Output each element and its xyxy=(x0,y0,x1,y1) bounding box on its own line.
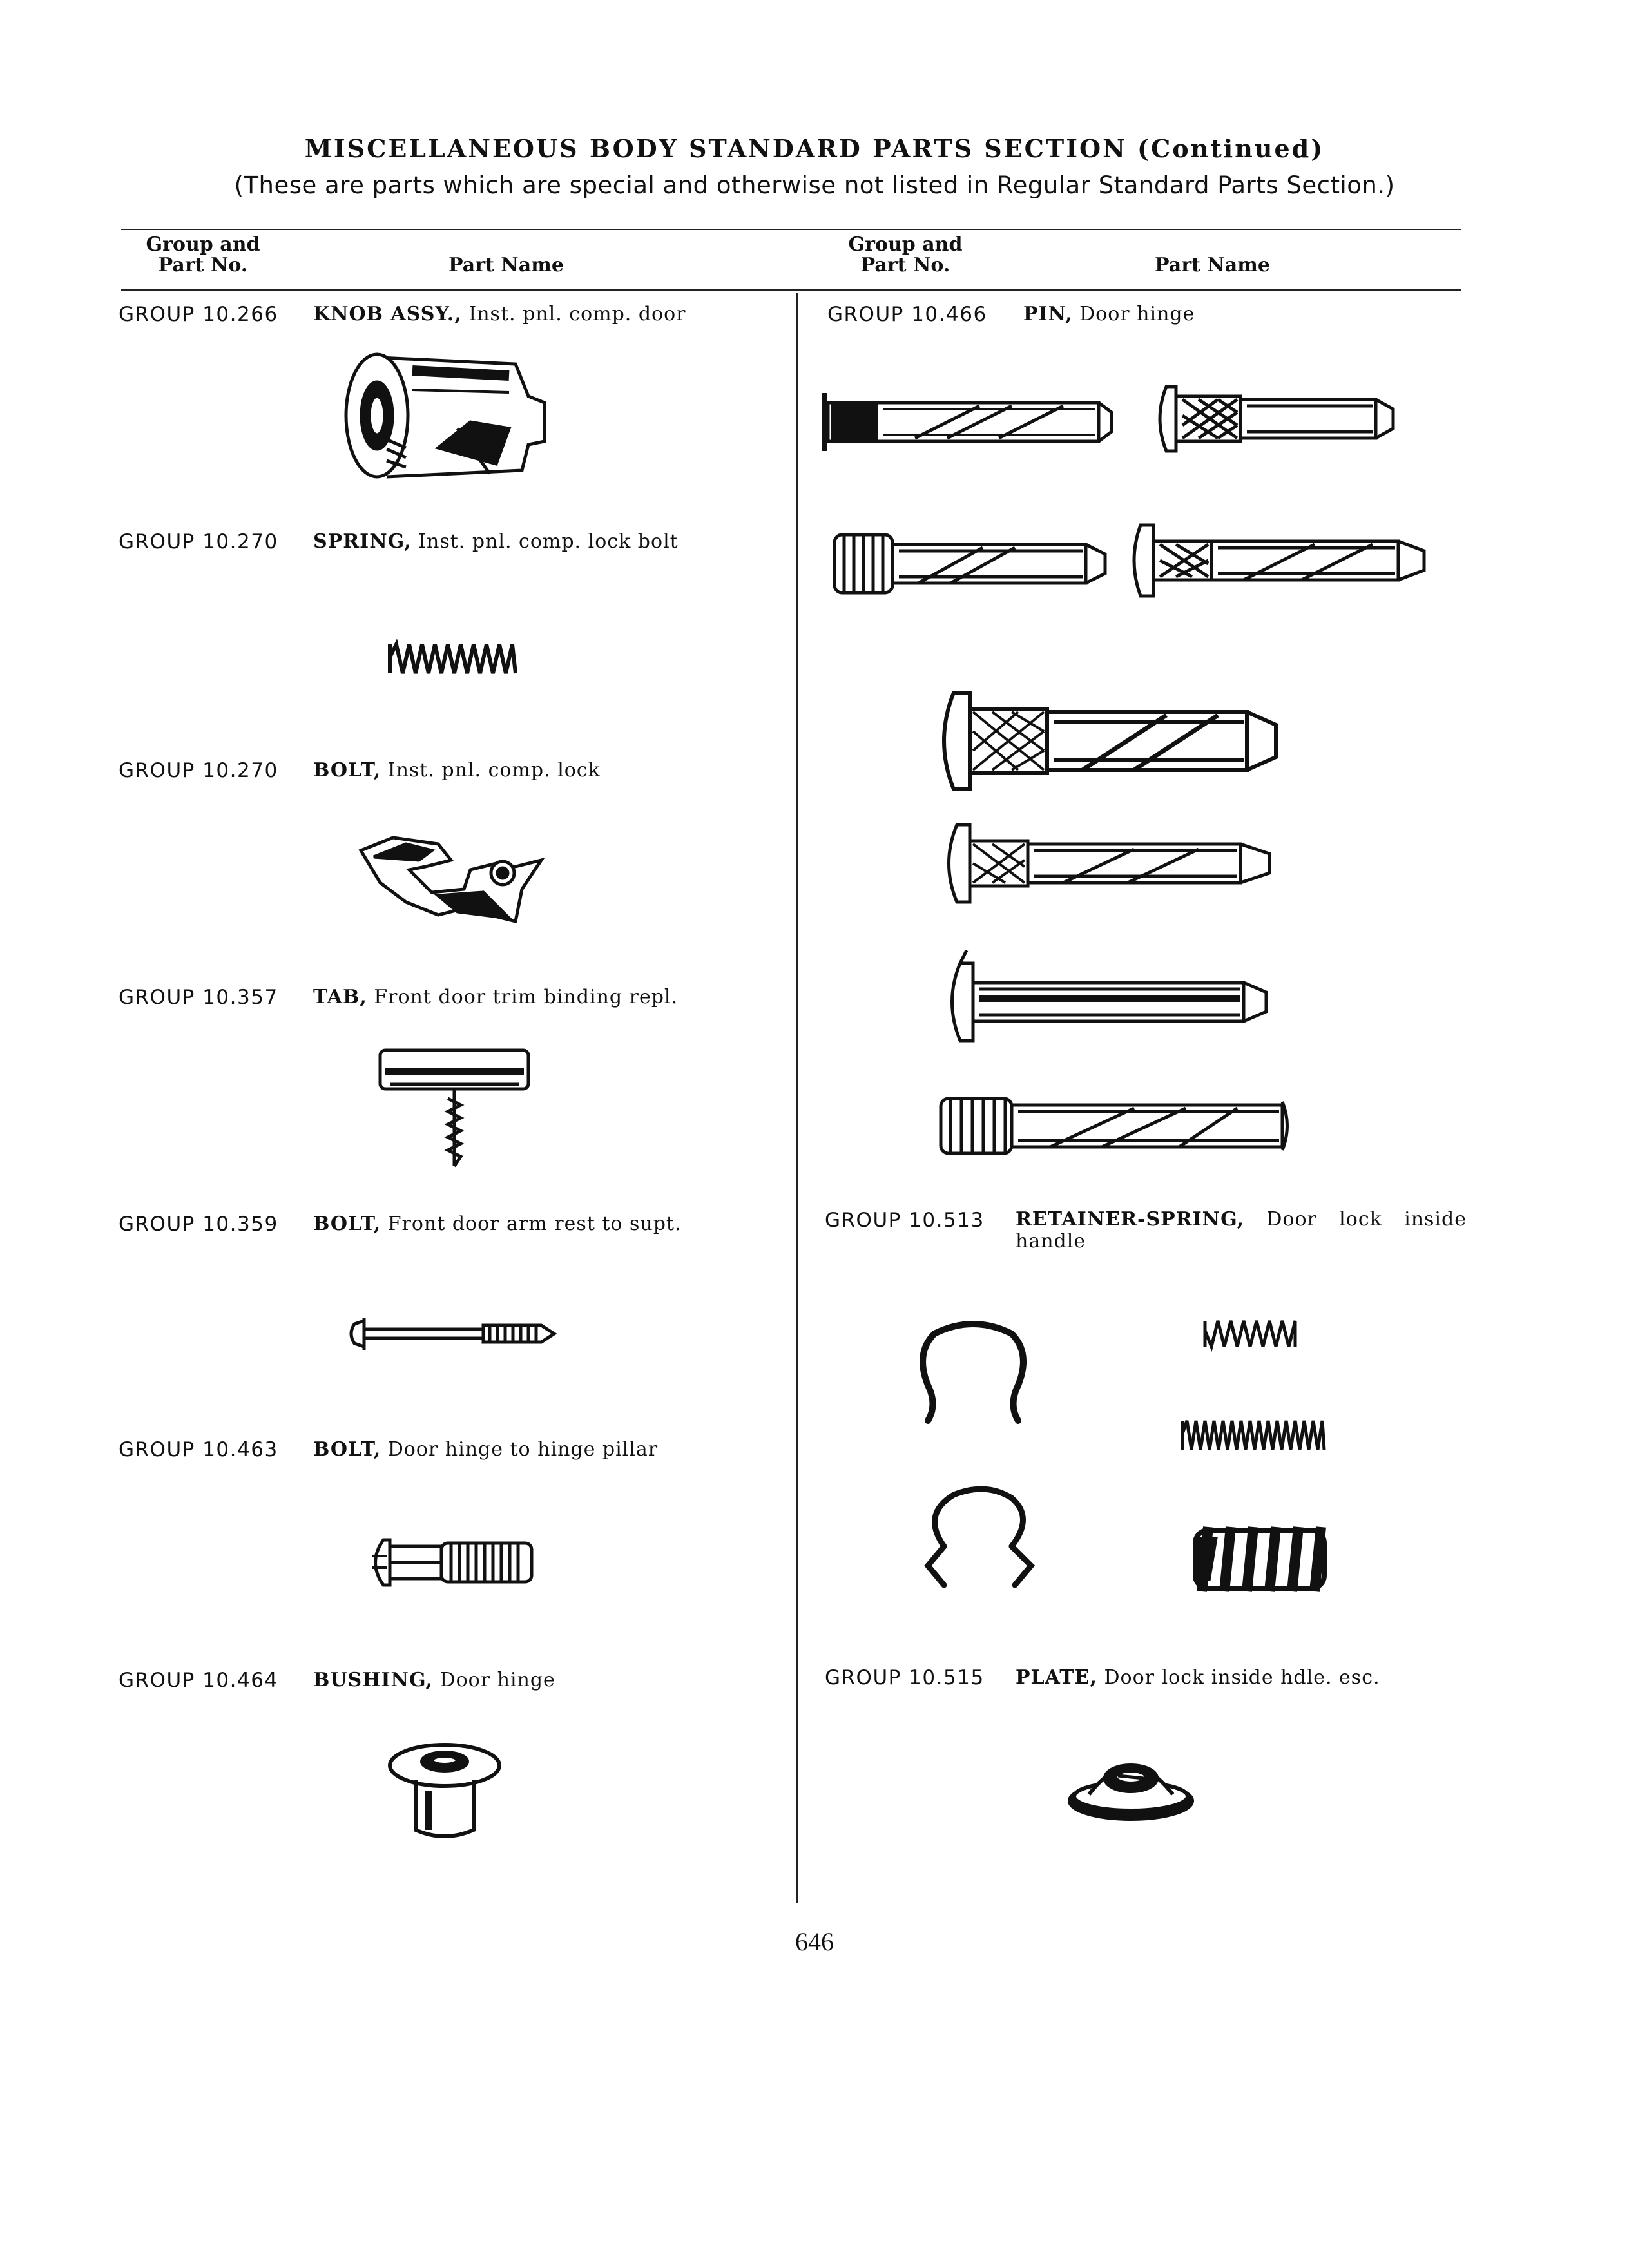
right-part-name-header: Part Name xyxy=(1155,254,1270,276)
group-number: GROUP 10.463 xyxy=(119,1438,278,1461)
page-number: 646 xyxy=(795,1927,834,1956)
hinge-pin-icon xyxy=(944,947,1273,1050)
retainer-spring-icon xyxy=(909,1314,1037,1424)
group-number: GROUP 10.357 xyxy=(119,986,278,1009)
coil-spring-icon xyxy=(1202,1318,1298,1350)
bushing-icon xyxy=(383,1740,506,1843)
lock-bolt-icon xyxy=(354,831,548,928)
hinge-pin-icon xyxy=(934,1092,1295,1163)
left-group-header: Group and Part No. xyxy=(146,233,260,276)
hinge-pin-icon xyxy=(934,686,1282,796)
part-name: BOLT, Door hinge to hinge pillar xyxy=(313,1438,659,1461)
group-number: GROUP 10.266 xyxy=(119,303,278,326)
knob-assembly-icon xyxy=(342,351,554,493)
group-number: GROUP 10.515 xyxy=(825,1666,985,1689)
part-name: RETAINER-SPRING, Door lock inside handle xyxy=(1016,1208,1467,1253)
header-top-rule xyxy=(121,229,1461,230)
retainer-spring-icon xyxy=(915,1482,1044,1591)
hinge-pin-icon xyxy=(1128,515,1431,606)
group-number: GROUP 10.270 xyxy=(119,530,278,553)
hinge-pin-icon xyxy=(818,387,1115,457)
left-part-name-header: Part Name xyxy=(448,254,564,276)
page-title: MISCELLANEOUS BODY STANDARD PARTS SECTION (Continued) xyxy=(304,134,1325,163)
coil-spring-icon xyxy=(387,638,522,677)
hinge-pin-icon xyxy=(941,818,1276,908)
header-bottom-rule xyxy=(121,289,1461,291)
part-name: SPRING, Inst. pnl. comp. lock bolt xyxy=(313,530,679,553)
group-number: GROUP 10.270 xyxy=(119,759,278,782)
column-divider xyxy=(796,293,798,1903)
part-name: PIN, Door hinge xyxy=(1023,303,1195,325)
part-name: TAB, Front door trim binding repl. xyxy=(313,986,679,1008)
coil-spring-icon xyxy=(1189,1521,1331,1598)
right-group-header: Group and Part No. xyxy=(848,233,963,276)
group-number: GROUP 10.466 xyxy=(827,303,987,326)
part-name: PLATE, Door lock inside hdle. esc. xyxy=(1016,1666,1380,1689)
group-number: GROUP 10.359 xyxy=(119,1213,278,1236)
coil-spring-icon xyxy=(1179,1414,1327,1453)
hinge-bolt-icon xyxy=(364,1530,538,1595)
part-name: BOLT, Inst. pnl. comp. lock xyxy=(313,759,601,782)
part-name: BOLT, Front door arm rest to supt. xyxy=(313,1213,682,1235)
escutcheon-plate-icon xyxy=(1063,1753,1199,1823)
page-subtitle: (These are parts which are special and otherwise not listed in Regular Standard Parts Section.) xyxy=(234,171,1395,199)
group-number: GROUP 10.464 xyxy=(119,1669,278,1692)
hinge-pin-icon xyxy=(1153,380,1398,457)
part-name: KNOB ASSY., Inst. pnl. comp. door xyxy=(313,303,686,325)
hinge-pin-icon xyxy=(828,528,1112,599)
arm-rest-bolt-icon xyxy=(348,1311,561,1356)
trim-tab-icon xyxy=(377,1047,532,1176)
group-number: GROUP 10.513 xyxy=(825,1209,985,1232)
part-name: BUSHING, Door hinge xyxy=(313,1669,555,1691)
